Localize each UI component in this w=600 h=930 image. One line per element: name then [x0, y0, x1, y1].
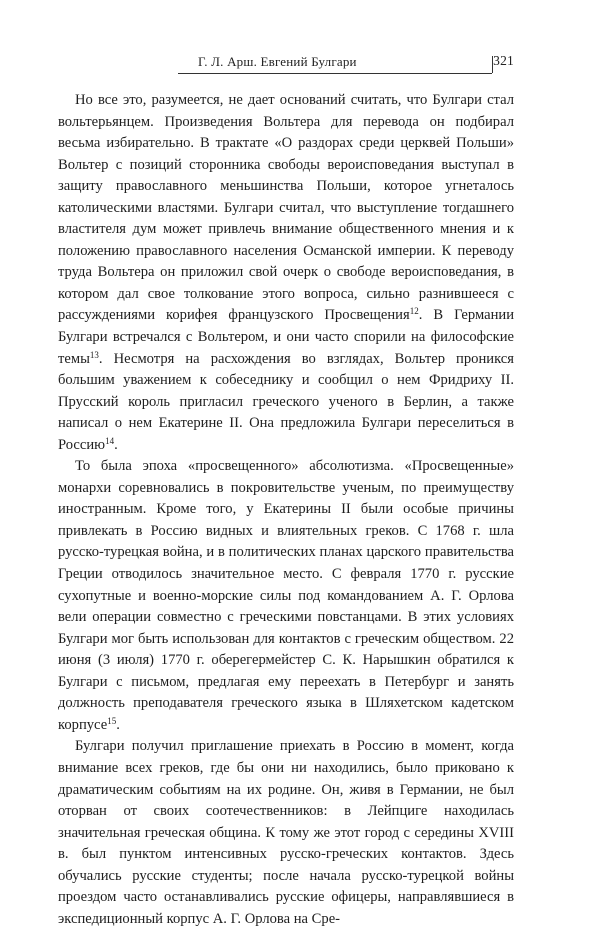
- body-text: [58, 90, 514, 930]
- text-run: . В Германии Булгари встречался с Вольтером, и они часто спорили на философские темы: [58, 307, 514, 367]
- header-rule: [178, 73, 492, 74]
- paragraph-1: [58, 90, 514, 456]
- text-run: То была эпоха «просвещенного» абсолютизма. «Просвещенные» монархи соревновались в покровительстве ученым, по преимуществу иностранным. Кроме того, у Екатерины II были особые причины привлекать в Россию видных и влиятельных греков. С 1768 г. шла русско-турецкая война, и в политических планах царского правительства Греции отводилось значительное место. С февраля 1770 г. русские сухопутные и военно-морские силы под командованием А. Г. Орлова вели операции совместно с греческими повстанцами. В этих условиях Булгари мог быть использован для контактов с греческим обществом. 22 июня (3 июля) 1770 г. оберегермейстер С. К. Нарышкин обратился к Булгари с письмом, предлагая ему переехать в Петербург и занять должность преподавателя греческого языка в Шляхетском кадетском корпусе: [58, 458, 514, 733]
- text-run: Булгари получил приглашение приехать в Россию в момент, когда внимание всех греков, где бы они ни находились, было приковано к драматическим событиям на их родине. Он, живя в Германии, не был оторван от своих соотечественников: в Лейпциге находилась значительная греческая община. К тому же этот город с середины XVIII в. был пунктом интенсивных русско-греческих контактов. Здесь обучались русские студенты; после начала русско-турецкой войны проездом часто останавливались русские офицеры, направлявшиеся в экспедиционный корпус А. Г. Орлова на Сре-: [58, 738, 514, 927]
- header-vertical-rule: [492, 56, 493, 73]
- footnote-ref-14: 14: [105, 435, 115, 446]
- running-title: Г. Л. Арш. Евгений Булгари: [198, 54, 357, 69]
- text-run: Но все это, разумеется, не дает оснований считать, что Булгари стал вольтерьянцем. Произведения Вольтера для перевода он подбирал весьма избирательно. В трактате «О раздорах среди церквей Польши» Вольтер с позиций сторонника свободы вероисповедания выступал в защиту православного меньшинства Польши, которое угнеталось католическими властями. Булгари считал, что выступление тогдашнего властителя дум может привлечь внимание общественного мнения и к положению православного населения Османской империи. К переводу труда Вольтера он приложил свой очерк о свободе вероисповедания, в котором дал свое толкование этого вопроса, сильно разнившееся с рассуждениями корифея французского Просвещения: [58, 92, 514, 324]
- footnote-ref-12: 12: [409, 306, 419, 317]
- running-head: [178, 52, 514, 74]
- text-run: .: [116, 716, 120, 733]
- footnote-ref-13: 13: [89, 349, 99, 360]
- footnote-ref-15: 15: [107, 715, 117, 726]
- page-number: 321: [493, 53, 514, 68]
- text-run: .: [114, 436, 118, 453]
- paragraph-2: [58, 456, 514, 736]
- text-run: . Несмотря на расхождения во взглядах, Вольтер проникся большим уважением к собеседнику и сообщил о нем Фридриху II. Прусский король пригласил греческого ученого в Берлин, а также написал о нем Екатерине II. Она предложила Булгари переселиться в Россию: [58, 350, 514, 453]
- paragraph-3: [58, 736, 514, 930]
